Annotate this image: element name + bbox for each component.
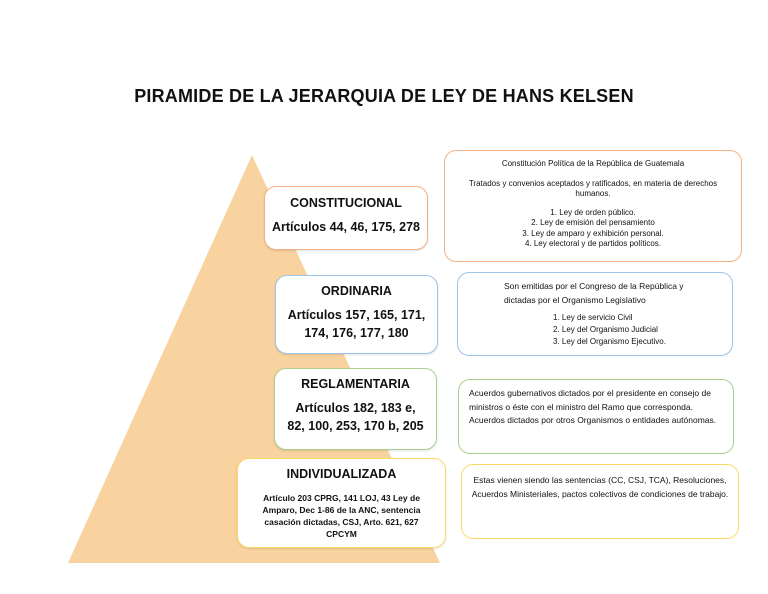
level-articles: Artículos 157, 165, 171, 174, 176, 177, 180 <box>287 308 426 340</box>
desc-list-item: 4. Ley electoral y de partidos políticos. <box>524 239 662 248</box>
level-individualizada <box>237 458 446 548</box>
level-articles: Artículo 203 CPRG, 141 LOJ, 43 Ley de Amparo, Dec 1-86 de la ANC, sentencia casación dictadas, CSJ, Arto. 621, 627 CPCYM <box>262 493 421 539</box>
desc-text: Acuerdos gubernativos dictados por el presidente en consejo de ministros o éste con el ministro del Ramo que corresponda. Acuerdos dictados por otros Organismos o entidades autónomas. <box>469 388 717 425</box>
desc-reglamentaria <box>458 379 734 454</box>
desc-constitucional <box>444 150 742 262</box>
desc-list-item: 3. Ley del Organismo Ejecutivo. <box>553 337 666 346</box>
desc-list-item: 1. Ley de servicio Civil <box>553 313 633 322</box>
level-label: INDIVIDUALIZADA <box>286 467 397 481</box>
level-ordinaria <box>275 275 438 354</box>
level-reglamentaria <box>274 368 437 450</box>
desc-list-item: 2. Ley del Organismo Judicial <box>553 325 658 334</box>
desc-individualizada <box>461 464 739 539</box>
level-constitucional <box>264 186 428 250</box>
level-label: ORDINARIA <box>321 284 392 298</box>
desc-text: Estas vienen siendo las sentencias (CC, CSJ, TCA), Resoluciones, Acuerdos Ministeriales, pactos colectivos de condiciones de trabajo. <box>471 475 729 499</box>
page-title: PIRAMIDE DE LA JERARQUIA DE LEY DE HANS KELSEN <box>134 86 634 106</box>
desc-list-item: 2. Ley de emisión del pensamiento <box>531 218 655 227</box>
desc-heading: Constitución Política de la República de Guatemala <box>501 159 685 168</box>
desc-list-item: 1. Ley de orden público. <box>550 207 636 217</box>
level-articles: Artículos 44, 46, 175, 278 <box>271 220 420 234</box>
level-articles: Artículos 182, 183 e, 82, 100, 253, 170 b, 205 <box>287 401 424 433</box>
level-label: CONSTITUCIONAL <box>290 196 402 210</box>
desc-text: Tratados y convenios aceptados y ratificados, en materia de derechos humanos. <box>468 178 718 198</box>
desc-text: Son emitidas por el Congreso de la República y dictadas por el Organismo Legislativo <box>504 281 684 305</box>
level-label: REGLAMENTARIA <box>301 377 410 391</box>
desc-list-item: 3. Ley de amparo y exhibición personal. <box>522 228 664 238</box>
desc-ordinaria <box>457 272 733 356</box>
